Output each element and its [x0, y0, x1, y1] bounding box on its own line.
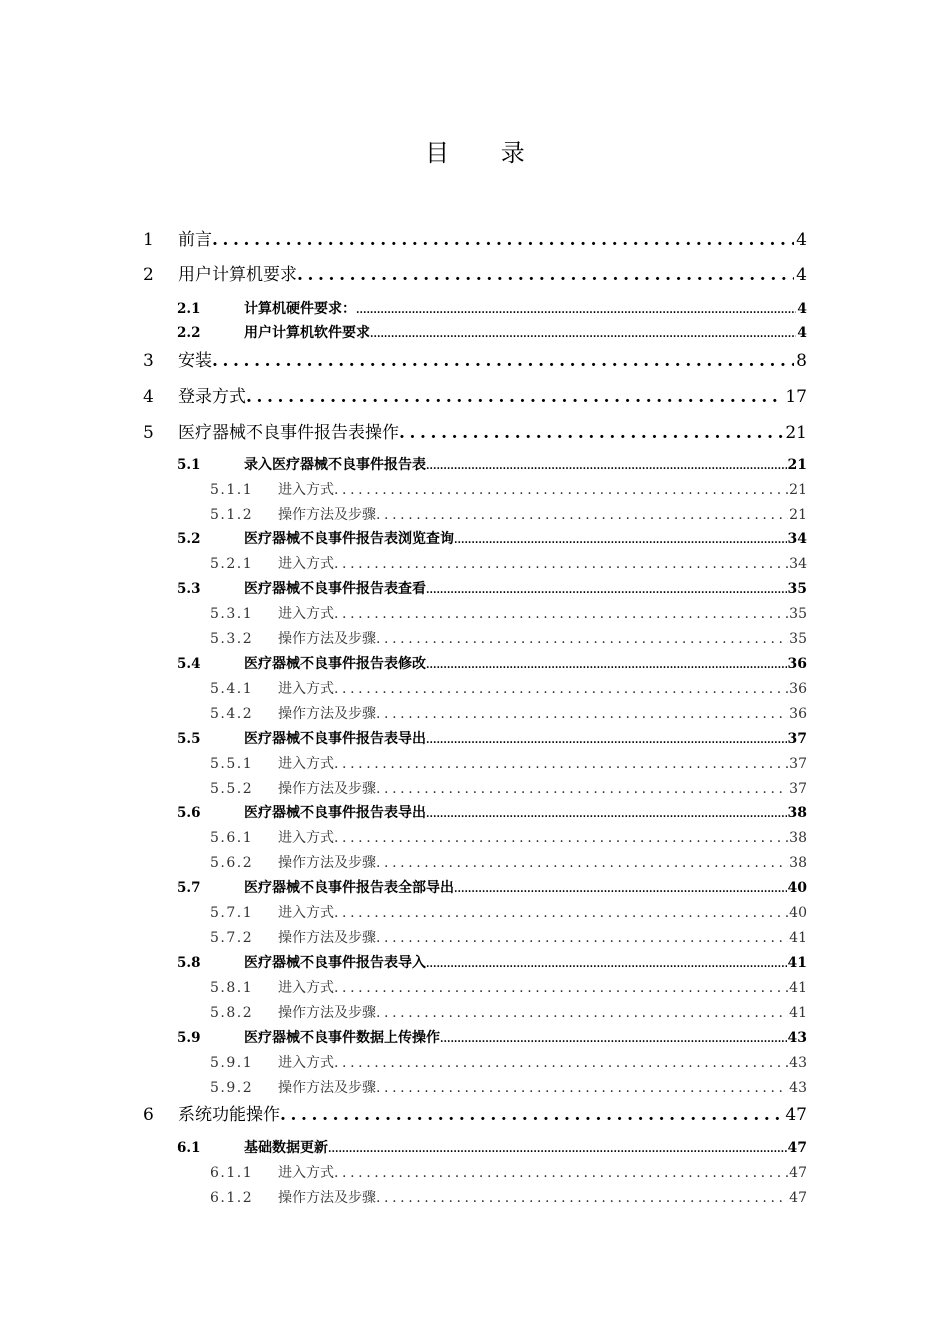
toc-leader-dots: [376, 781, 788, 797]
toc-entry-number: 5.7.1: [210, 905, 254, 921]
toc-entry-label: 进入方式: [278, 556, 334, 572]
toc-entry[interactable]: [177, 298, 807, 320]
toc-leader-dots: [426, 585, 787, 596]
toc-entry-page: 47: [785, 1105, 807, 1125]
toc-entry-page: 8: [796, 351, 807, 371]
toc-entry[interactable]: [177, 728, 807, 750]
toc-entry-page: 38: [787, 805, 807, 821]
toc-entry-page: 37: [789, 756, 807, 772]
toc-entry-page: 34: [787, 531, 807, 547]
toc-entry-label: 操作方法及步骤: [278, 706, 376, 722]
toc-entry-page: 17: [785, 387, 807, 407]
toc-entry-page: 35: [789, 606, 807, 622]
toc-entry[interactable]: [210, 553, 807, 575]
toc-entry-number: 5.7: [177, 880, 201, 896]
toc-entry-label: 用户计算机软件要求: [244, 325, 370, 341]
toc-entry-label: 医疗器械不良事件数据上传操作: [244, 1030, 440, 1046]
toc-entry-number: 5.9: [177, 1030, 201, 1046]
toc-entry-label: 进入方式: [278, 681, 334, 697]
toc-leader-dots: [376, 507, 788, 523]
toc-leader-dots: [334, 830, 788, 846]
toc-entry-label: 用户计算机要求: [178, 265, 297, 285]
toc-entry-number: 5.3: [177, 581, 201, 597]
toc-entry-label: 操作方法及步骤: [278, 507, 376, 523]
toc-entry[interactable]: [210, 753, 807, 775]
toc-entry-number: 2: [143, 265, 154, 285]
toc-leader-dots: [297, 265, 794, 285]
toc-entry[interactable]: [143, 382, 807, 408]
toc-entry-number: 5.1.2: [210, 507, 254, 523]
toc-leader-dots: [426, 461, 787, 472]
toc-entry[interactable]: [143, 1100, 807, 1126]
toc-entry[interactable]: [177, 653, 807, 675]
toc-entry-number: 6.1.1: [210, 1165, 254, 1181]
toc-entry-label: 操作方法及步骤: [278, 855, 376, 871]
toc-entry-number: 5.5.2: [210, 781, 254, 797]
toc-leader-dots: [356, 305, 796, 316]
toc-entry-number: 3: [143, 351, 154, 371]
toc-entry[interactable]: [210, 504, 807, 526]
toc-entry-number: 2.1: [177, 301, 201, 317]
toc-leader-dots: [454, 884, 787, 895]
toc-entry[interactable]: [177, 454, 807, 476]
toc-entry-number: 6: [143, 1105, 154, 1125]
toc-leader-dots: [334, 1165, 788, 1181]
toc-entry-number: 5.3.2: [210, 631, 254, 647]
toc-entry-number: 5: [143, 423, 154, 443]
toc-leader-dots: [426, 660, 787, 671]
toc-leader-dots: [328, 1144, 787, 1155]
toc-entry-label: 进入方式: [278, 606, 334, 622]
toc-entry-label: 安装: [178, 351, 212, 371]
toc-leader-dots: [334, 556, 788, 572]
toc-entry-label: 医疗器械不良事件报告表导出: [244, 731, 426, 747]
toc-entry-label: 操作方法及步骤: [278, 781, 376, 797]
toc-entry-number: 5.5: [177, 731, 201, 747]
toc-entry-number: 5.4: [177, 656, 201, 672]
toc-leader-dots: [246, 387, 783, 407]
toc-entry-label: 进入方式: [278, 980, 334, 996]
toc-entry-number: 5.9.2: [210, 1080, 254, 1096]
toc-entry[interactable]: [210, 1187, 807, 1209]
toc-entry-label: 进入方式: [278, 756, 334, 772]
toc-entry[interactable]: [210, 603, 807, 625]
toc-entry-page: 37: [789, 781, 807, 797]
toc-entry-number: 5.6.2: [210, 855, 254, 871]
toc-entry-label: 医疗器械不良事件报告表查看: [244, 581, 426, 597]
toc-entry-number: 5.1: [177, 457, 201, 473]
toc-entry-label: 医疗器械不良事件报告表导出: [244, 805, 426, 821]
toc-entry[interactable]: [210, 1162, 807, 1184]
toc-entry-page: 40: [789, 905, 807, 921]
toc-entry-label: 进入方式: [278, 1165, 334, 1181]
toc-entry-number: 5.4.2: [210, 706, 254, 722]
toc-entry-number: 5.1.1: [210, 482, 254, 498]
toc-entry-label: 医疗器械不良事件报告表全部导出: [244, 880, 454, 896]
toc-entry[interactable]: [177, 322, 807, 344]
toc-leader-dots: [334, 756, 788, 772]
toc-entry-page: 36: [787, 656, 807, 672]
toc-leader-dots: [280, 1105, 783, 1125]
toc-entry-number: 5.3.1: [210, 606, 254, 622]
toc-entry-label: 医疗器械不良事件报告表导入: [244, 955, 426, 971]
toc-entry-number: 5.8: [177, 955, 201, 971]
toc-entry[interactable]: [210, 628, 807, 650]
toc-leader-dots: [440, 1034, 787, 1045]
toc-entry-page: 21: [787, 457, 807, 473]
toc-leader-dots: [426, 809, 787, 820]
toc-leader-dots: [376, 706, 788, 722]
toc-entry[interactable]: [210, 703, 807, 725]
toc-entry[interactable]: [210, 927, 807, 949]
toc-entry-page: 43: [789, 1080, 807, 1096]
page-title: 目 录: [425, 139, 547, 167]
toc-entry[interactable]: [210, 1052, 807, 1074]
toc-entry-label: 进入方式: [278, 1055, 334, 1071]
toc-entry-page: 41: [789, 980, 807, 996]
toc-entry-page: 4: [797, 301, 807, 317]
toc-entry-page: 38: [789, 830, 807, 846]
toc-leader-dots: [376, 631, 788, 647]
toc-entry-page: 47: [787, 1140, 807, 1156]
toc-leader-dots: [334, 681, 788, 697]
toc-entry-number: 5.6: [177, 805, 201, 821]
toc-entry-number: 5.6.1: [210, 830, 254, 846]
toc-entry[interactable]: [143, 260, 807, 286]
toc-leader-dots: [334, 606, 788, 622]
toc-entry-page: 41: [789, 930, 807, 946]
toc-entry[interactable]: [177, 877, 807, 899]
toc-entry-label: 前言: [178, 230, 212, 250]
toc-entry[interactable]: [210, 778, 807, 800]
toc-entry-number: 5.5.1: [210, 756, 254, 772]
toc-entry-label: 进入方式: [278, 905, 334, 921]
toc-entry[interactable]: [177, 1137, 807, 1159]
toc-entry-page: 4: [797, 325, 807, 341]
toc-entry[interactable]: [210, 852, 807, 874]
toc-entry-page: 38: [789, 855, 807, 871]
toc-entry-number: 6.1.2: [210, 1190, 254, 1206]
toc-entry[interactable]: [210, 1077, 807, 1099]
toc-entry-page: 37: [787, 731, 807, 747]
toc-entry-label: 系统功能操作: [178, 1105, 280, 1125]
toc-entry-number: 5.4.1: [210, 681, 254, 697]
toc-entry-page: 35: [789, 631, 807, 647]
toc-entry-label: 操作方法及步骤: [278, 1080, 376, 1096]
toc-entry-number: 2.2: [177, 325, 201, 341]
toc-leader-dots: [376, 930, 788, 946]
toc-leader-dots: [334, 482, 788, 498]
toc-entry[interactable]: [177, 578, 807, 600]
toc-entry[interactable]: [210, 827, 807, 849]
toc-entry-number: 5.2: [177, 531, 201, 547]
toc-entry[interactable]: [210, 479, 807, 501]
toc-entry-label: 医疗器械不良事件报告表修改: [244, 656, 426, 672]
toc-entry-page: 36: [789, 706, 807, 722]
toc-entry[interactable]: [143, 225, 807, 251]
toc-leader-dots: [426, 735, 787, 746]
toc-entry-number: 5.9.1: [210, 1055, 254, 1071]
toc-leader-dots: [212, 230, 794, 250]
toc-entry-page: 36: [789, 681, 807, 697]
toc-leader-dots: [376, 1080, 788, 1096]
toc-entry-label: 进入方式: [278, 482, 334, 498]
toc-entry[interactable]: [177, 952, 807, 974]
toc-entry[interactable]: [210, 678, 807, 700]
toc-leader-dots: [212, 351, 794, 371]
toc-entry-page: 47: [789, 1165, 807, 1181]
toc-entry-page: 21: [789, 482, 807, 498]
toc-entry-page: 47: [789, 1190, 807, 1206]
toc-entry[interactable]: [210, 977, 807, 999]
toc-entry-label: 基础数据更新: [244, 1140, 328, 1156]
toc-entry-page: 34: [789, 556, 807, 572]
toc-entry-label: 录入医疗器械不良事件报告表: [244, 457, 426, 473]
toc-entry-label: 操作方法及步骤: [278, 930, 376, 946]
toc-leader-dots: [399, 423, 783, 443]
toc-entry-label: 计算机硬件要求：: [244, 301, 356, 317]
toc-entry[interactable]: [177, 528, 807, 550]
toc-entry-page: 41: [789, 1005, 807, 1021]
toc-entry-page: 41: [787, 955, 807, 971]
toc-entry[interactable]: [143, 346, 807, 372]
toc-leader-dots: [370, 329, 796, 340]
toc-entry-label: 医疗器械不良事件报告表操作: [178, 423, 399, 443]
toc-entry-page: 4: [796, 230, 807, 250]
toc-entry[interactable]: [177, 1027, 807, 1049]
toc-entry-page: 43: [787, 1030, 807, 1046]
toc-entry-page: 40: [787, 880, 807, 896]
toc-entry-label: 操作方法及步骤: [278, 1005, 376, 1021]
toc-entry-number: 6.1: [177, 1140, 201, 1156]
toc-entry[interactable]: [143, 418, 807, 444]
toc-entry-number: 1: [143, 230, 154, 250]
toc-entry-label: 登录方式: [178, 387, 246, 407]
toc-entry-page: 35: [787, 581, 807, 597]
toc-entry-label: 操作方法及步骤: [278, 631, 376, 647]
toc-entry-number: 5.7.2: [210, 930, 254, 946]
toc-leader-dots: [454, 535, 787, 546]
toc-leader-dots: [376, 1190, 788, 1206]
toc-entry-page: 21: [785, 423, 807, 443]
toc-entry[interactable]: [210, 902, 807, 924]
toc-entry-label: 操作方法及步骤: [278, 1190, 376, 1206]
toc-entry[interactable]: [210, 1002, 807, 1024]
toc-leader-dots: [334, 1055, 788, 1071]
toc-entry-label: 医疗器械不良事件报告表浏览查询: [244, 531, 454, 547]
toc-leader-dots: [426, 959, 787, 970]
toc-entry[interactable]: [177, 802, 807, 824]
toc-entry-page: 43: [789, 1055, 807, 1071]
toc-entry-number: 5.8.2: [210, 1005, 254, 1021]
toc-entry-label: 进入方式: [278, 830, 334, 846]
toc-entry-page: 4: [796, 265, 807, 285]
toc-entry-number: 4: [143, 387, 154, 407]
toc-leader-dots: [376, 1005, 788, 1021]
toc-entry-number: 5.8.1: [210, 980, 254, 996]
toc-leader-dots: [334, 980, 788, 996]
toc-entry-number: 5.2.1: [210, 556, 254, 572]
toc-entry-page: 21: [789, 507, 807, 523]
toc-leader-dots: [376, 855, 788, 871]
toc-leader-dots: [334, 905, 788, 921]
